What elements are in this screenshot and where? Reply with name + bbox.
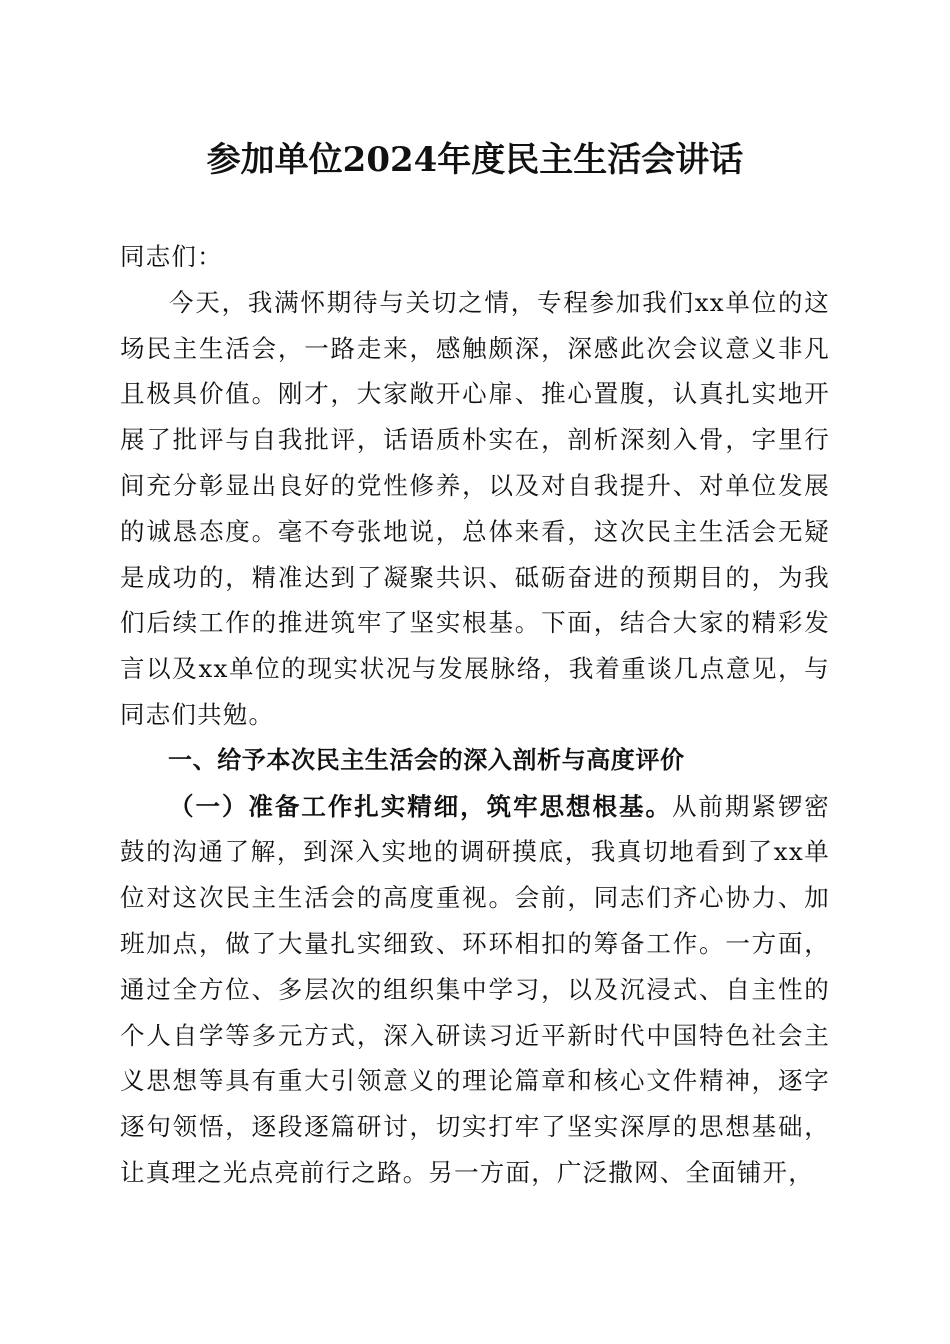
salutation: 同志们：: [120, 242, 223, 271]
section-heading: 一、给予本次民主生活会的深入剖析与高度评价: [168, 745, 685, 774]
intro-paragraph: 今天，我满怀期待与关切之情，专程参加我们xx单位的这场民主生活会，一路走来，感触颇深，深感此次会议意义非凡且极具价值。刚才，大家敞开心扉、推心置腹，认真扎实地开展了批评与自我批评，话语质朴实在，剖析深刻入骨，字里行间充分彰显出良好的党性修养，以及对自我提升、对单位发展的诚恳态度。毫不夸张地说，总体来看，这次民主生活会无疑是成功的，精准达到了凝聚共识、砥砺奋进的预期目的，为我们后续工作的推进筑牢了坚实根基。下面，结合大家的精彩发言以及xx单位的现实状况与发展脉络，我着重谈几点意见，与同志们共勉。: [120, 287, 830, 729]
document-title: 参加单位2024年度民主生活会讲话: [206, 140, 744, 180]
subsection-heading: （一）准备工作扎实精细，筑牢思想根基。: [169, 791, 672, 821]
subsection-paragraph: [120, 784, 830, 1196]
subsection-text: 从前期紧锣密鼓的沟通了解，到深入实地的调研摸底，我真切地看到了xx单位对这次民主生活会的高度重视。会前，同志们齐心协力、加班加点，做了大量扎实细致、环环相扣的筹备工作。一方面，通过全方位、多层次的组织集中学习，以及沉浸式、自主性的个人自学等多元方式，深入研读习近平新时代中国特色社会主义思想等具有重大引领意义的理论篇章和核心文件精神，逐字逐句领悟，逐段逐篇研讨，切实打牢了坚实深厚的思想基础，让真理之光点亮前行之路。另一方面，广泛撒网、全面铺开，: [120, 791, 830, 1187]
document-body: [120, 234, 830, 1196]
